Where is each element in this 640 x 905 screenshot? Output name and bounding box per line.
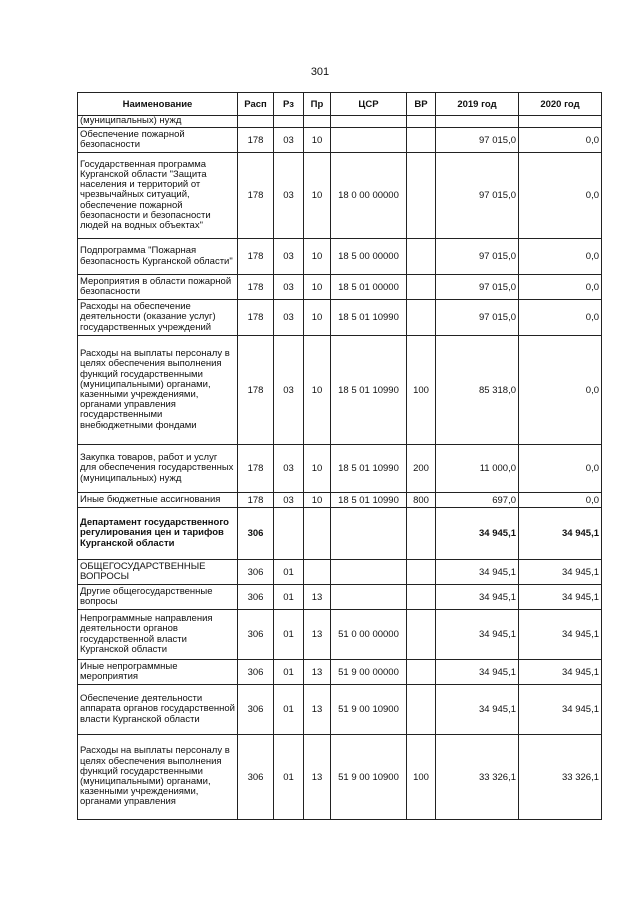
cell-2020: 0,0	[519, 493, 602, 508]
header-name: Наименование	[78, 93, 238, 116]
cell-name: (муниципальных) нужд	[78, 116, 238, 128]
cell-name: Расходы на обеспечение деятельности (оказание услуг) государственных учреждений	[78, 300, 238, 336]
cell-rasp: 306	[238, 685, 274, 735]
cell-rasp: 178	[238, 275, 274, 300]
cell-csr: 51 0 00 00000	[331, 610, 407, 660]
cell-2019: 34 945,1	[436, 585, 519, 610]
table-row	[78, 610, 602, 660]
cell-rasp: 306	[238, 508, 274, 560]
cell-rz: 03	[274, 300, 304, 336]
header-2020: 2020 год	[519, 93, 602, 116]
cell-2019: 34 945,1	[436, 508, 519, 560]
cell-rasp: 306	[238, 560, 274, 585]
cell-rasp: 306	[238, 585, 274, 610]
cell-pr: 13	[304, 585, 331, 610]
cell-csr	[331, 128, 407, 153]
cell-csr: 18 5 00 00000	[331, 239, 407, 275]
table-row	[78, 336, 602, 445]
cell-rasp: 178	[238, 239, 274, 275]
cell-2019	[436, 116, 519, 128]
cell-rz: 03	[274, 275, 304, 300]
cell-csr: 18 5 01 10990	[331, 445, 407, 493]
cell-rasp: 306	[238, 735, 274, 820]
cell-2020: 34 945,1	[519, 610, 602, 660]
cell-2019: 97 015,0	[436, 300, 519, 336]
cell-rasp: 306	[238, 610, 274, 660]
cell-csr: 51 9 00 00000	[331, 660, 407, 685]
table-row	[78, 239, 602, 275]
table-row	[78, 735, 602, 820]
cell-2019: 34 945,1	[436, 560, 519, 585]
cell-2020	[519, 116, 602, 128]
cell-rz: 03	[274, 128, 304, 153]
cell-pr: 10	[304, 153, 331, 239]
cell-2020: 34 945,1	[519, 560, 602, 585]
cell-pr: 10	[304, 493, 331, 508]
cell-vr	[407, 128, 436, 153]
cell-rz: 01	[274, 735, 304, 820]
table-row	[78, 508, 602, 560]
cell-rasp: 306	[238, 660, 274, 685]
table-row	[78, 300, 602, 336]
cell-name: Другие общегосударственные вопросы	[78, 585, 238, 610]
cell-csr: 51 9 00 10900	[331, 685, 407, 735]
cell-vr	[407, 610, 436, 660]
table-row	[78, 153, 602, 239]
cell-rasp: 178	[238, 445, 274, 493]
table-row	[78, 128, 602, 153]
cell-2020: 0,0	[519, 128, 602, 153]
cell-2020: 0,0	[519, 153, 602, 239]
cell-2020: 34 945,1	[519, 508, 602, 560]
cell-csr	[331, 585, 407, 610]
cell-rz: 01	[274, 685, 304, 735]
page-number: 301	[310, 66, 330, 78]
cell-2019: 97 015,0	[436, 153, 519, 239]
cell-csr: 18 0 00 00000	[331, 153, 407, 239]
header-vr: ВР	[407, 93, 436, 116]
cell-vr	[407, 585, 436, 610]
cell-2020: 0,0	[519, 239, 602, 275]
cell-rz: 03	[274, 336, 304, 445]
cell-rz: 01	[274, 660, 304, 685]
cell-csr	[331, 560, 407, 585]
cell-vr	[407, 153, 436, 239]
cell-csr: 51 9 00 10900	[331, 735, 407, 820]
header-csr: ЦСР	[331, 93, 407, 116]
header-rasp: Расп	[238, 93, 274, 116]
cell-rasp: 178	[238, 336, 274, 445]
cell-name: Расходы на выплаты персоналу в целях обеспечения выполнения функций государственными (муниципальными) органами, казенными учреждениями, органами управления	[78, 735, 238, 820]
cell-csr: 18 5 01 10990	[331, 300, 407, 336]
cell-pr: 10	[304, 445, 331, 493]
cell-rz	[274, 116, 304, 128]
cell-rasp: 178	[238, 493, 274, 508]
cell-pr	[304, 116, 331, 128]
cell-name: Обеспечение пожарной безопасности	[78, 128, 238, 153]
table-row	[78, 585, 602, 610]
cell-2020: 34 945,1	[519, 685, 602, 735]
header-pr: Пр	[304, 93, 331, 116]
cell-name: Закупка товаров, работ и услуг для обеспечения государственных (муниципальных) нужд	[78, 445, 238, 493]
cell-csr: 18 5 01 10990	[331, 336, 407, 445]
table-row	[78, 493, 602, 508]
cell-2019: 97 015,0	[436, 275, 519, 300]
cell-rz: 03	[274, 445, 304, 493]
cell-csr	[331, 116, 407, 128]
cell-vr	[407, 685, 436, 735]
cell-vr: 100	[407, 735, 436, 820]
cell-name: Обеспечение деятельности аппарата органов государственной власти Курганской области	[78, 685, 238, 735]
table-row	[78, 116, 602, 128]
cell-rasp: 178	[238, 300, 274, 336]
cell-rz: 01	[274, 560, 304, 585]
budget-table	[77, 92, 602, 820]
cell-name: Мероприятия в области пожарной безопасности	[78, 275, 238, 300]
cell-name: Иные непрограммные мероприятия	[78, 660, 238, 685]
cell-rz	[274, 508, 304, 560]
cell-vr: 100	[407, 336, 436, 445]
cell-2019: 34 945,1	[436, 610, 519, 660]
cell-name: Непрограммные направления деятельности органов государственной власти Курганской области	[78, 610, 238, 660]
table-row	[78, 560, 602, 585]
cell-rz: 03	[274, 153, 304, 239]
cell-2019: 34 945,1	[436, 660, 519, 685]
cell-vr	[407, 660, 436, 685]
cell-name: ОБЩЕГОСУДАРСТВЕННЫЕ ВОПРОСЫ	[78, 560, 238, 585]
cell-2020: 0,0	[519, 336, 602, 445]
cell-rz: 03	[274, 493, 304, 508]
cell-pr: 10	[304, 336, 331, 445]
cell-pr	[304, 508, 331, 560]
cell-2020: 0,0	[519, 275, 602, 300]
cell-pr: 13	[304, 610, 331, 660]
cell-csr: 18 5 01 00000	[331, 275, 407, 300]
cell-pr: 13	[304, 685, 331, 735]
cell-rasp: 178	[238, 153, 274, 239]
cell-name: Подпрограмма "Пожарная безопасность Курганской области"	[78, 239, 238, 275]
cell-rasp	[238, 116, 274, 128]
table-row	[78, 445, 602, 493]
cell-name: Департамент государственного регулирования цен и тарифов Курганской области	[78, 508, 238, 560]
cell-vr	[407, 300, 436, 336]
cell-rz: 01	[274, 585, 304, 610]
cell-pr: 10	[304, 239, 331, 275]
cell-rz: 01	[274, 610, 304, 660]
table-row	[78, 660, 602, 685]
cell-2020: 33 326,1	[519, 735, 602, 820]
cell-vr	[407, 508, 436, 560]
cell-vr: 200	[407, 445, 436, 493]
cell-pr: 13	[304, 660, 331, 685]
header-rz: Рз	[274, 93, 304, 116]
cell-pr: 13	[304, 735, 331, 820]
cell-2019: 34 945,1	[436, 685, 519, 735]
cell-name: Иные бюджетные ассигнования	[78, 493, 238, 508]
cell-rasp: 178	[238, 128, 274, 153]
cell-2020: 34 945,1	[519, 660, 602, 685]
cell-2019: 33 326,1	[436, 735, 519, 820]
cell-name: Расходы на выплаты персоналу в целях обеспечения выполнения функций государственными (муниципальными) органами, казенными учреждениями, органами управления государственными внебюджетными фондами	[78, 336, 238, 445]
cell-pr: 10	[304, 275, 331, 300]
cell-2019: 85 318,0	[436, 336, 519, 445]
cell-2019: 97 015,0	[436, 239, 519, 275]
table-row	[78, 685, 602, 735]
cell-2019: 697,0	[436, 493, 519, 508]
cell-vr: 800	[407, 493, 436, 508]
cell-vr	[407, 116, 436, 128]
cell-vr	[407, 239, 436, 275]
cell-pr: 10	[304, 128, 331, 153]
cell-pr: 10	[304, 300, 331, 336]
cell-2019: 11 000,0	[436, 445, 519, 493]
cell-vr	[407, 275, 436, 300]
table-header-row	[78, 93, 602, 116]
cell-2020: 0,0	[519, 445, 602, 493]
cell-name: Государственная программа Курганской области "Защита населения и территорий от чрезвычайных ситуаций, обеспечение пожарной безопасности и безопасности людей на водных объектах"	[78, 153, 238, 239]
cell-rz: 03	[274, 239, 304, 275]
cell-csr: 18 5 01 10990	[331, 493, 407, 508]
table-row	[78, 275, 602, 300]
cell-2019: 97 015,0	[436, 128, 519, 153]
cell-csr	[331, 508, 407, 560]
cell-2020: 34 945,1	[519, 585, 602, 610]
cell-vr	[407, 560, 436, 585]
header-2019: 2019 год	[436, 93, 519, 116]
cell-pr	[304, 560, 331, 585]
cell-2020: 0,0	[519, 300, 602, 336]
